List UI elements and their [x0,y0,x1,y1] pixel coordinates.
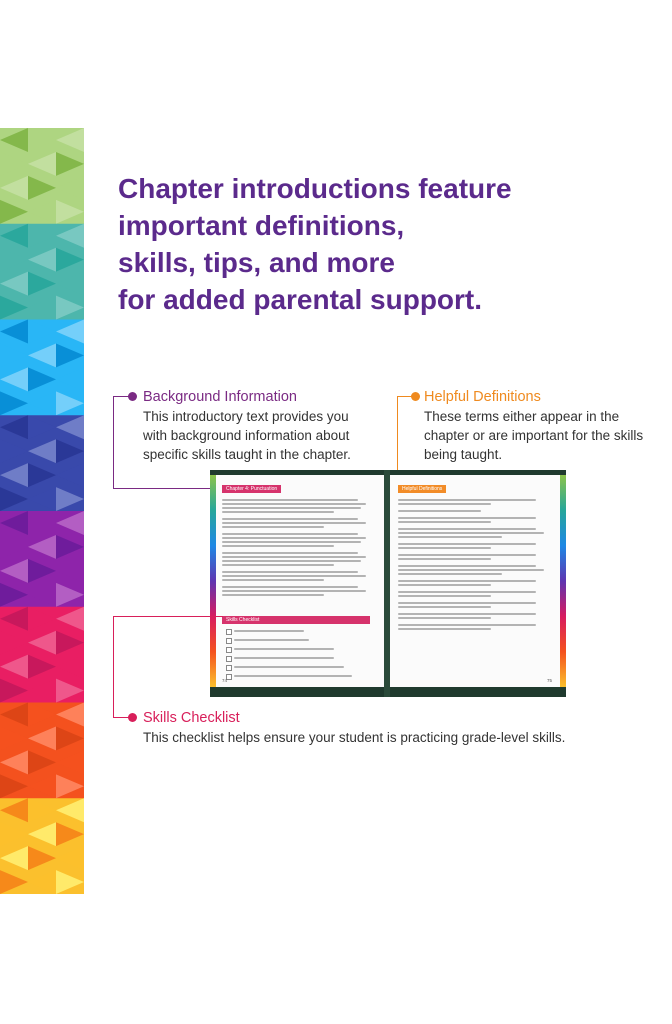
headline-line-2: important definitions, [118,210,405,241]
left-page-number: 74 [222,678,228,683]
definitions-callout-title: Helpful Definitions [424,389,541,405]
skills-body-line-1: This checklist helps ensure your student is practicing grade-level skills. [143,730,566,745]
left-page-color-edge [210,475,216,687]
skills-callout-body [143,728,565,747]
background-connector-h2 [113,488,225,489]
definitions-callout [424,387,643,464]
skills-callout-dot [128,713,137,722]
checklist-header: Skills Checklist [222,616,370,624]
decorative-color-stripe [0,128,84,894]
right-page-color-edge [560,475,566,687]
headline-line-1: Chapter introductions feature [118,173,512,204]
background-callout-dot [128,392,137,401]
headline-line-4: for added parental support. [118,284,483,315]
skills-callout [143,708,565,747]
background-body-line-2: with background information about [143,428,350,443]
workbook-spread-image [210,470,566,697]
background-body-line-3: specific skills taught in the chapter. [143,447,351,462]
definitions-body-line-3: being taught. [424,447,503,462]
background-callout-title: Background Information [143,389,297,405]
background-connector-v [113,396,114,488]
right-page [390,475,560,687]
page-headline [118,170,638,318]
background-callout-body [143,407,351,464]
background-callout [143,387,351,464]
left-page [214,475,384,687]
left-page-text [222,499,370,601]
skills-connector-h [113,717,129,718]
definitions-callout-body [424,407,643,464]
definitions-body-line-2: chapter or are important for the skills [424,428,644,443]
skills-callout-title: Skills Checklist [143,710,240,726]
definitions-body-line-1: These terms either appear in the [424,409,620,424]
left-page-header: Chapter 4: Punctuation [222,485,281,493]
right-page-text [398,499,548,635]
definitions-connector-h [397,396,412,397]
skills-connector-h-top [113,616,223,617]
right-page-number: 75 [546,678,552,683]
right-page-header: Helpful Definitions [398,485,446,493]
headline-line-3: skills, tips, and more [118,247,395,278]
definitions-callout-dot [411,392,420,401]
skills-connector-v [113,616,114,717]
background-connector-h [113,396,129,397]
background-body-line-1: This introductory text provides you [143,409,349,424]
